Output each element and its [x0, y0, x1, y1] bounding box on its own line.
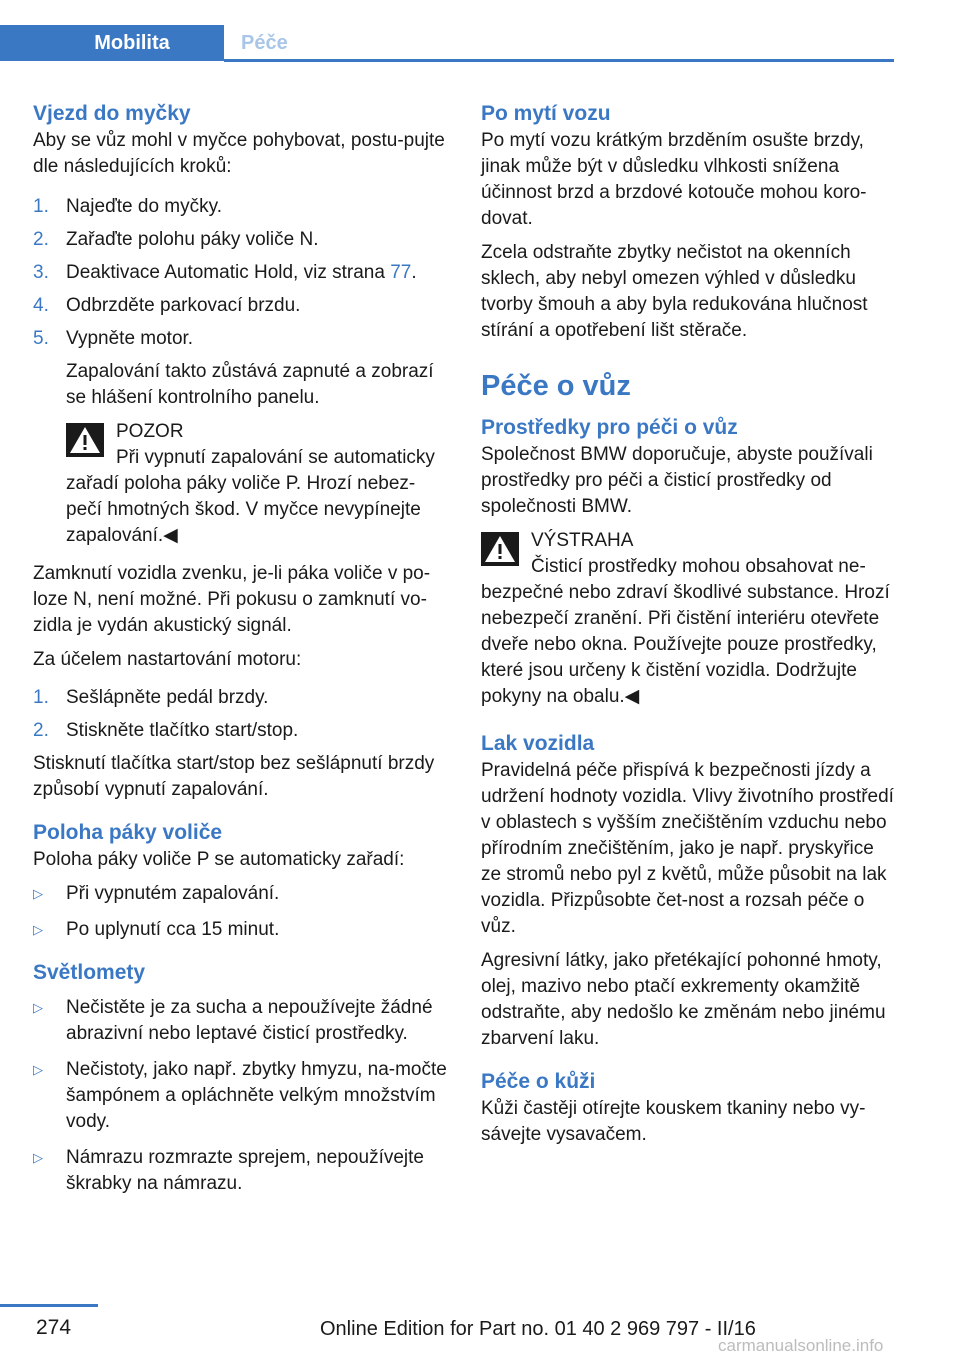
paint-text-2: Agresivní látky, jako přetékající pohonné hmoty, olej, mazivo nebo ptačí exkrementy okamžitě odstraňte, aby nedošlo ke změnám nebo jinému zbarvení laku.: [481, 950, 886, 1049]
step-number: 2.: [33, 720, 49, 741]
step-text: Deaktivace Automatic Hold, viz strana: [66, 262, 391, 283]
warning-text: Při vypnutí zapalování se automaticky zařadí poloha páky voliče P. Hrozí nebez-pečí hmotných škod. V myčce nevypínejte zapalování.◀: [66, 447, 435, 546]
paint-text-1: Pravidelná péče přispívá k bezpečnosti jízdy a udržení hodnoty vozidla. Vlivy životního prostředí v oblastech s vyšším znečištěním vzduchu nebo přírodním znečištěním, jako je např. pryskyřice ze stromů nebo pyl z květů, může působit na lak vozidla. Přizpůsobte čet-nost a rozsah péče o vůz.: [481, 760, 894, 937]
list-item: [33, 881, 447, 907]
heading-after-wash: Po mytí vozu: [481, 102, 611, 125]
heading-car-wash: Vjezd do myčky: [33, 102, 191, 125]
step-number: 3.: [33, 262, 49, 283]
lock-note: Zamknutí vozidla zvenku, je-li páka voliče v po-loze N, není možné. Při pokusu o zamknutí vo-zidla je vydán akustický signál.: [33, 563, 431, 636]
item-text: Nečistěte je za sucha a nepoužívejte žádné abrazivní nebo leptavé čisticí prostředky.: [66, 997, 433, 1044]
step-text: Stiskněte tlačítko start/stop.: [66, 720, 299, 741]
warning-triangle-icon: [66, 423, 104, 457]
list-item: [33, 1145, 447, 1197]
step-number: 1.: [33, 196, 49, 217]
triangle-bullet-icon: ▷: [33, 1062, 43, 1077]
page-link[interactable]: 77: [390, 262, 412, 283]
list-item: [33, 326, 447, 352]
warning-title: POZOR: [116, 421, 184, 442]
step-number: 2.: [33, 229, 49, 250]
heading-car-care: Péče o vůz: [481, 370, 631, 402]
page-number: 274: [36, 1316, 72, 1339]
list-item: [33, 293, 447, 319]
wash-intro: Aby se vůz mohl v myčce pohybovat, postu-pujte dle následujících kroků:: [33, 130, 445, 177]
heading-care-products: Prostředky pro péči o vůz: [481, 416, 738, 439]
triangle-bullet-icon: ▷: [33, 886, 43, 901]
warning-box-caution: [33, 419, 447, 549]
step-text: Odbrzděte parkovací brzdu.: [66, 295, 301, 316]
list-item: [33, 718, 447, 744]
tab-mobilita-label: Mobilita: [94, 32, 170, 54]
list-item: [33, 685, 447, 711]
list-item: [33, 995, 447, 1047]
triangle-bullet-icon: ▷: [33, 922, 43, 937]
headlights-list: [33, 995, 447, 1197]
after-wash-text-2: Zcela odstraňte zbytky nečistot na okenních sklech, aby nebyl omezen výhled v důsledku tvorby šmouh a aby byla redukována hlučnost stírání a opotřebení lišt stěrače.: [481, 242, 868, 341]
step-number: 5.: [33, 328, 49, 349]
heading-paint: Lak vozidla: [481, 732, 595, 755]
header-tabs: [0, 25, 894, 61]
step-text: Najeďte do myčky.: [66, 196, 222, 217]
footer-rule: [0, 1304, 98, 1307]
step5-note: Zapalování takto zůstává zapnuté a zobrazí se hlášení kontrolního panelu.: [66, 361, 434, 408]
triangle-bullet-icon: ▷: [33, 1150, 43, 1165]
selector-list: [33, 881, 447, 943]
item-text: Nečistoty, jako např. zbytky hmyzu, na-močte šampónem a opláchněte velkým množstvím vody.: [66, 1059, 447, 1132]
list-item: [33, 227, 447, 253]
tab-pece[interactable]: [224, 25, 894, 61]
tab-mobilita[interactable]: [0, 25, 224, 61]
list-item: [33, 260, 447, 286]
step-number: 1.: [33, 687, 49, 708]
list-item: [33, 917, 447, 943]
start-note: Stisknutí tlačítka start/stop bez sešlápnutí brzdy způsobí vypnutí zapalování.: [33, 753, 435, 800]
heading-selector-position: Poloha páky voliče: [33, 821, 223, 844]
right-column: [481, 100, 895, 1156]
step-text: Zařaďte polohu páky voliče N.: [66, 229, 319, 250]
item-text: Při vypnutém zapalování.: [66, 883, 280, 904]
list-item: [33, 194, 447, 220]
list-item: [33, 1057, 447, 1135]
warning-box-danger: [481, 528, 895, 710]
warning-triangle-icon: [481, 532, 519, 566]
wash-steps: [33, 194, 447, 352]
triangle-bullet-icon: ▷: [33, 1000, 43, 1015]
step-text-end: .: [411, 262, 417, 283]
tab-underline: [224, 59, 894, 62]
warning-text: Čisticí prostředky mohou obsahovat ne-bezpečné nebo zdraví škodlivé substance. Hrozí nebezpečí zranění. Při čistění interiéru otevřete dveře nebo okna. Používejte pouze prostředky, které jsou určeny k čistění vozidla. Dodržujte pokyny na obalu.◀: [481, 556, 890, 707]
tab-pece-label: Péče: [241, 32, 288, 54]
selector-intro: Poloha páky voliče P se automaticky zařadí:: [33, 849, 405, 870]
item-text: Po uplynutí cca 15 minut.: [66, 919, 280, 940]
start-steps: [33, 685, 447, 744]
item-text: Námrazu rozmrazte sprejem, nepoužívejte škrabky na námrazu.: [66, 1147, 424, 1194]
leather-text: Kůži častěji otírejte kouskem tkaniny nebo vy-sávejte vysavačem.: [481, 1098, 866, 1145]
step-text: Sešlápněte pedál brzdy.: [66, 687, 269, 708]
step-text: Vypněte motor.: [66, 328, 194, 349]
left-column: [33, 100, 447, 1207]
heading-leather: Péče o kůži: [481, 1070, 596, 1093]
warning-title: VÝSTRAHA: [531, 530, 634, 551]
start-intro: Za účelem nastartování motoru:: [33, 649, 302, 670]
edition-note: Online Edition for Part no. 01 40 2 969 797 - II/16: [320, 1318, 756, 1340]
heading-headlights: Světlomety: [33, 961, 146, 984]
watermark: carmanualsonline.info: [718, 1336, 884, 1355]
after-wash-text-1: Po mytí vozu krátkým brzděním osušte brzdy, jinak může být v důsledku vlhkosti snížena účinnost brzd a brzdové kotouče mohou koro-dovat.: [481, 130, 867, 229]
step-number: 4.: [33, 295, 49, 316]
care-products-text: Společnost BMW doporučuje, abyste používali prostředky pro péči a čisticí prostředky od společnosti BMW.: [481, 444, 873, 517]
